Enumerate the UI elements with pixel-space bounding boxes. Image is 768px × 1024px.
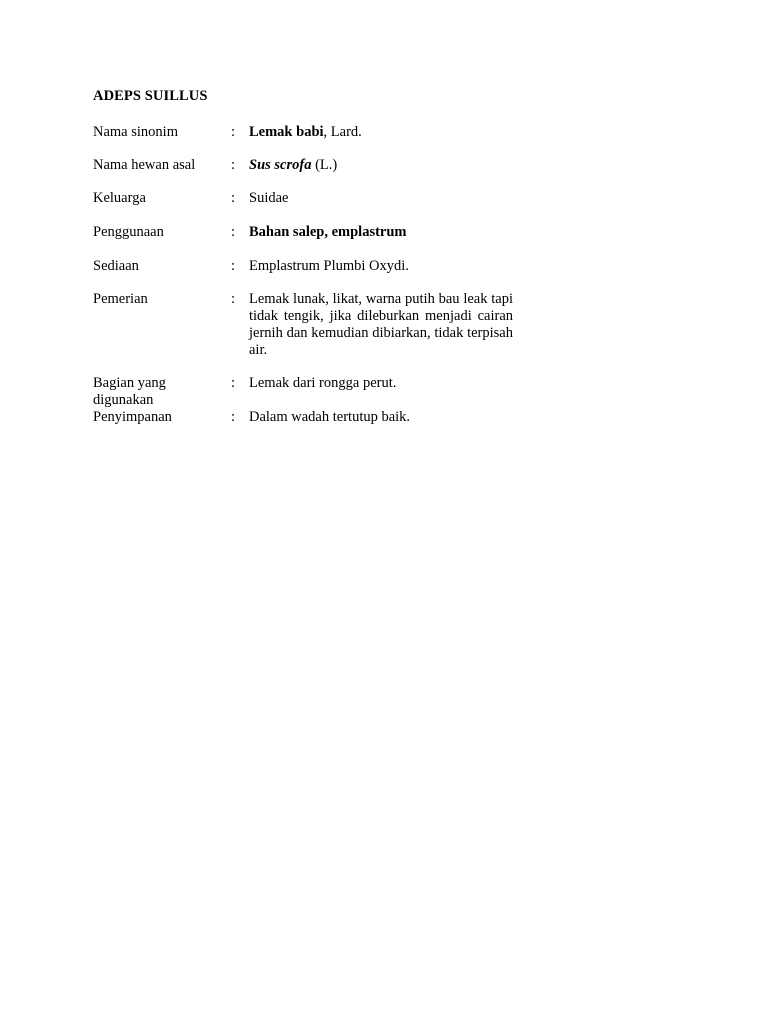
field-value: Dalam wadah tertutup baik. bbox=[249, 409, 411, 425]
field-label: Penyimpanan bbox=[93, 409, 172, 425]
field-value bbox=[249, 124, 514, 141]
value-rest-part: (L.) bbox=[311, 157, 338, 173]
field-colon: : bbox=[231, 291, 236, 307]
value-rest-part: , Lard. bbox=[323, 124, 362, 140]
field-colon: : bbox=[231, 190, 236, 206]
field-colon: : bbox=[231, 375, 236, 391]
value-bold-italic-part: Sus scrofa bbox=[249, 157, 312, 173]
field-label: Nama hewan asal bbox=[93, 157, 196, 173]
field-label: Sediaan bbox=[93, 258, 139, 274]
field-value: Suidae bbox=[249, 190, 289, 206]
field-label bbox=[93, 375, 223, 409]
field-label-line: Bagian yang bbox=[93, 375, 166, 391]
document-title: ADEPS SUILLUS bbox=[93, 88, 208, 104]
field-label: Keluarga bbox=[93, 190, 146, 206]
field-colon: : bbox=[231, 124, 236, 140]
field-value: Lemak lunak, likat, warna putih bau leak tapi tidak tengik, jika dileburkan menjadi cairan jernih dan kemudian dibiarkan, tidak terpisah air. bbox=[249, 291, 513, 358]
field-label: Nama sinonim bbox=[93, 124, 178, 140]
field-value: Bahan salep, emplastrum bbox=[249, 224, 407, 240]
field-colon: : bbox=[231, 258, 236, 274]
value-bold-part: Lemak babi bbox=[249, 124, 324, 140]
field-label-line: digunakan bbox=[93, 392, 154, 408]
field-colon: : bbox=[231, 409, 236, 425]
field-label: Pemerian bbox=[93, 291, 148, 307]
field-value bbox=[249, 157, 514, 174]
field-colon: : bbox=[231, 224, 236, 240]
field-value: Lemak dari rongga perut. bbox=[249, 375, 397, 391]
field-value: Emplastrum Plumbi Oxydi. bbox=[249, 258, 409, 274]
field-label: Penggunaan bbox=[93, 224, 164, 240]
field-colon: : bbox=[231, 157, 236, 173]
